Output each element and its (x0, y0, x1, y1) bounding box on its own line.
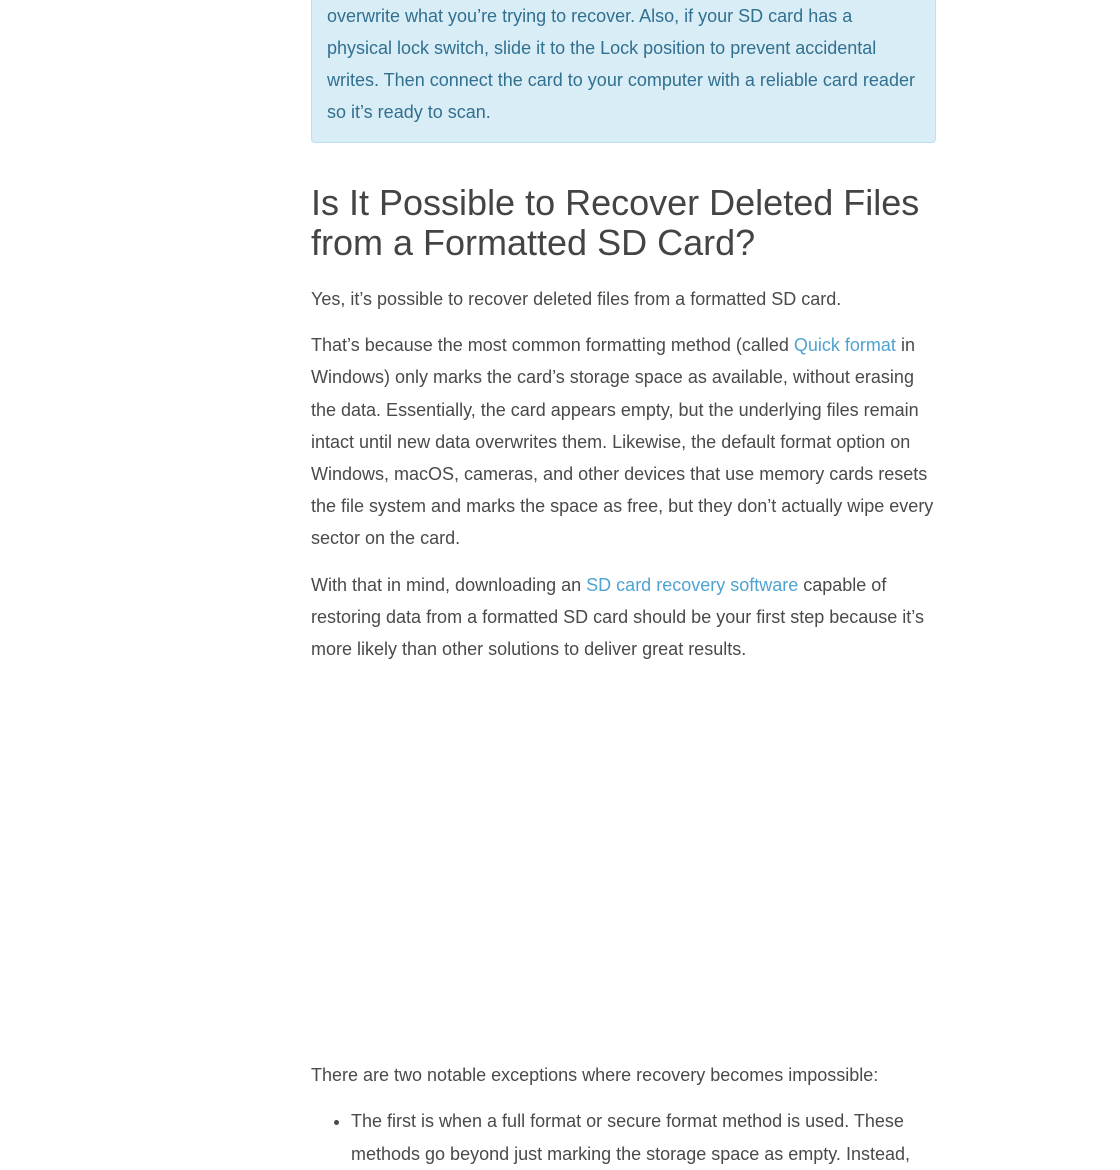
quick-format-link[interactable]: Quick format (793, 335, 896, 356)
paragraph-quick-format (311, 329, 936, 554)
paragraph-text: in Windows) only marks the card’s storage space as available, without erasing the data. Essentially, the card appears empty, but the underlying files remain intact until new data overwrites them. Likewise, the default format option on Windows, macOS, cameras, and other devices that use memory cards resets the file system and marks the space as free, but they don’t actually wipe every sector on the card. (311, 335, 934, 549)
callout-text: overwrite what you’re trying to recover. Also, if your SD card has a physical lock switch, slide it to the Lock position to prevent accidental writes. Then connect the card to your computer with a reliable card reader so it’s ready to scan. (327, 6, 915, 122)
paragraph-text: With that in mind, downloading an (311, 574, 587, 595)
paragraph-text: That’s because the most common formatting method (called (311, 335, 794, 356)
paragraph-intro: Yes, it’s possible to recover deleted files from a formatted SD card. (311, 289, 842, 309)
info-callout (311, 0, 936, 143)
article-content (311, 0, 936, 1170)
list-item: • The first is when a full format or secure format method is used. These methods go beyond just marking the storage space as empty. Instead, (351, 1105, 936, 1169)
blank-ad-space (311, 679, 936, 1059)
exceptions-list (311, 1105, 936, 1169)
section-heading: Is It Possible to Recover Deleted Files from a Formatted SD Card? (311, 182, 920, 263)
sd-card-recovery-software-link[interactable]: SD card recovery software (586, 574, 799, 595)
paragraph-exceptions: There are two notable exceptions where recovery becomes impossible: (311, 1065, 879, 1086)
paragraph-recovery-software (311, 569, 936, 666)
paragraph-text: capable of restoring data from a formatted SD card should be your first step because it’s more likely than other solutions to deliver great results. (311, 574, 924, 660)
